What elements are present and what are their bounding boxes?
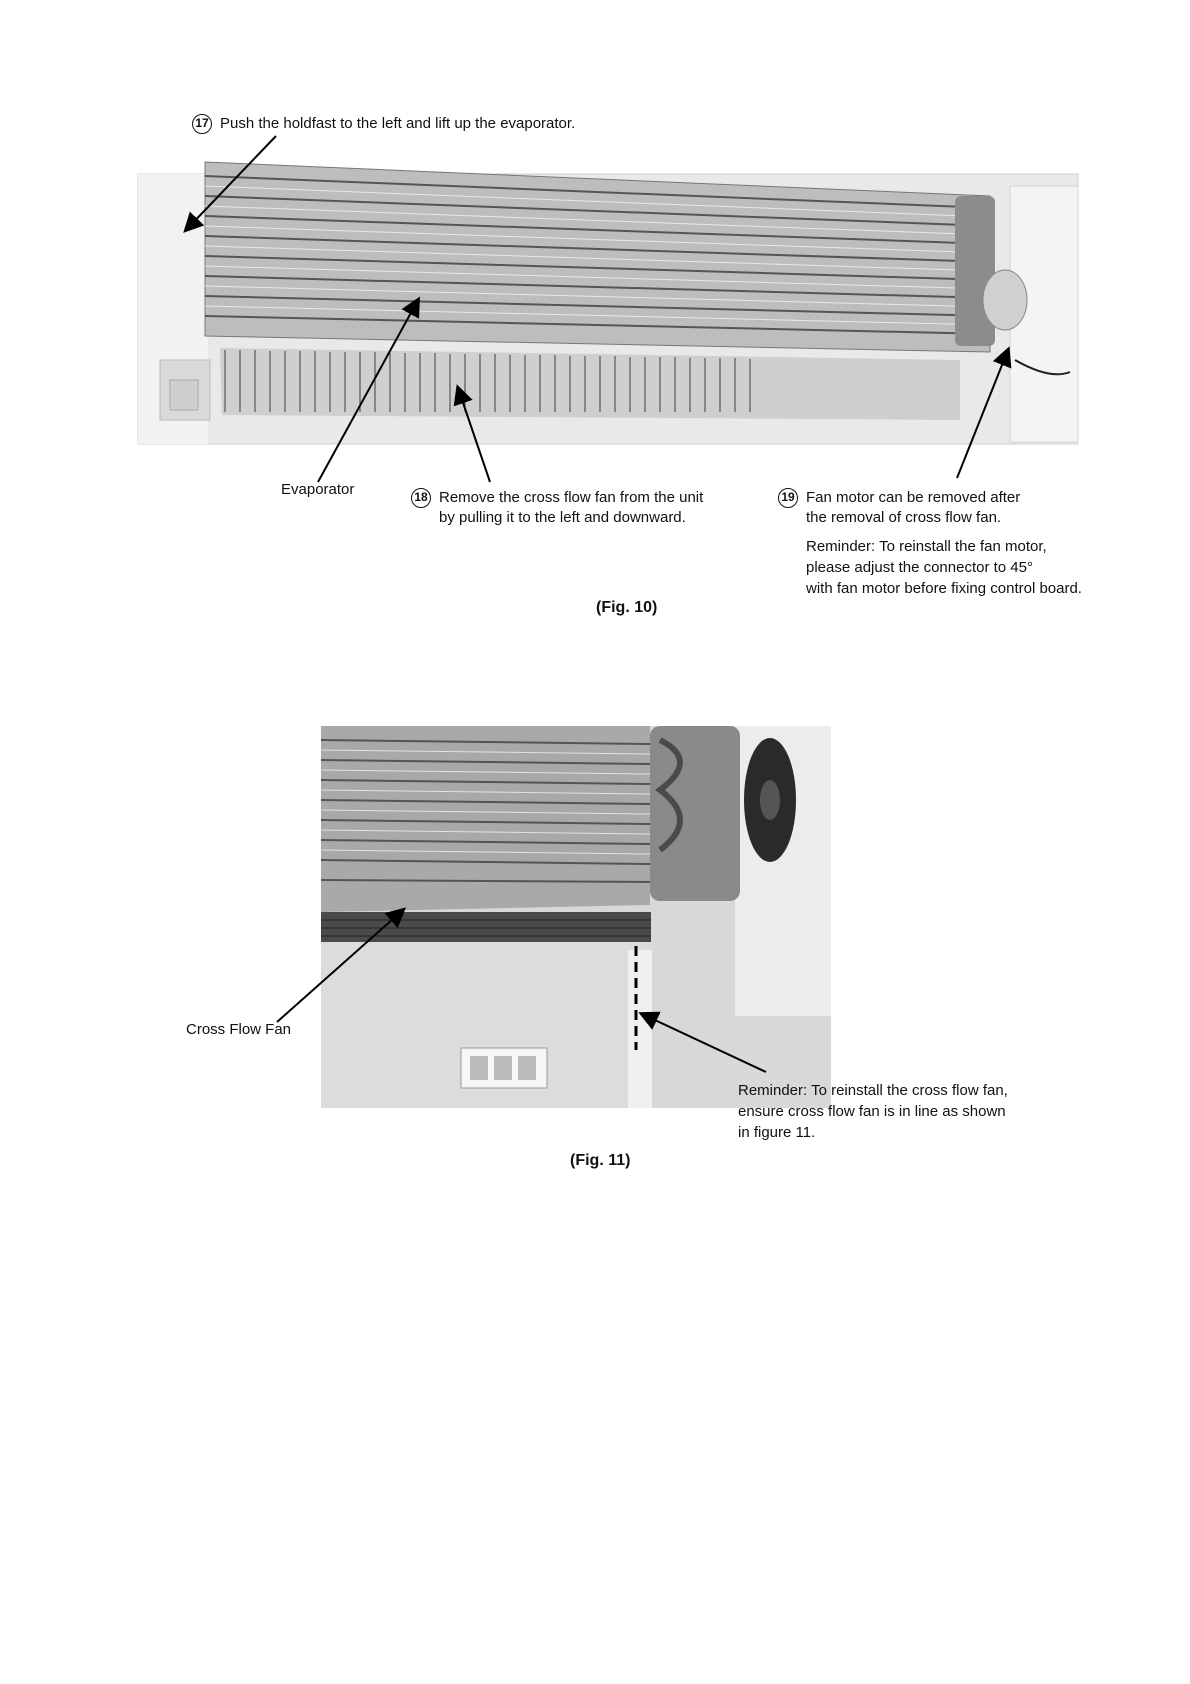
cross-flow-fan-reminder-line-2: ensure cross flow fan is in line as shown <box>738 1103 1006 1120</box>
arrow-alignment <box>642 1014 766 1072</box>
fan-motor-reminder-line-2: please adjust the connector to 45° <box>806 559 1033 576</box>
step-17-text: Push the holdfast to the left and lift up the evaporator. <box>220 115 576 132</box>
step-19-line-2: the removal of cross flow fan. <box>806 509 1002 526</box>
fan-motor-reminder-line-3: with fan motor before fixing control board. <box>806 580 1082 597</box>
step-18-line-2: by pulling it to the left and downward. <box>439 509 686 526</box>
cross-flow-fan-reminder <box>738 1080 1008 1143</box>
cross-flow-fan-label: Cross Flow Fan <box>186 1021 292 1038</box>
evaporator-label: Evaporator <box>281 481 355 498</box>
step-19-line-1: Fan motor can be removed after <box>806 489 1021 506</box>
fig11-caption: (Fig. 11) <box>570 1152 631 1169</box>
fan-motor-reminder-line-1: Reminder: To reinstall the fan motor, <box>806 538 1047 555</box>
step-18-line-1: Remove the cross flow fan from the unit <box>439 489 704 506</box>
step-19-number: 19 <box>778 488 798 508</box>
step-18-number: 18 <box>411 488 431 508</box>
arrow-cross-flow-fan-fig11 <box>277 910 403 1022</box>
step-17-number: 17 <box>192 114 212 134</box>
cross-flow-fan-reminder-line-1: Reminder: To reinstall the cross flow fan, <box>738 1082 1008 1099</box>
cross-flow-fan-reminder-line-3: in figure 11. <box>738 1124 816 1141</box>
fig10-caption: (Fig. 10) <box>596 599 658 616</box>
